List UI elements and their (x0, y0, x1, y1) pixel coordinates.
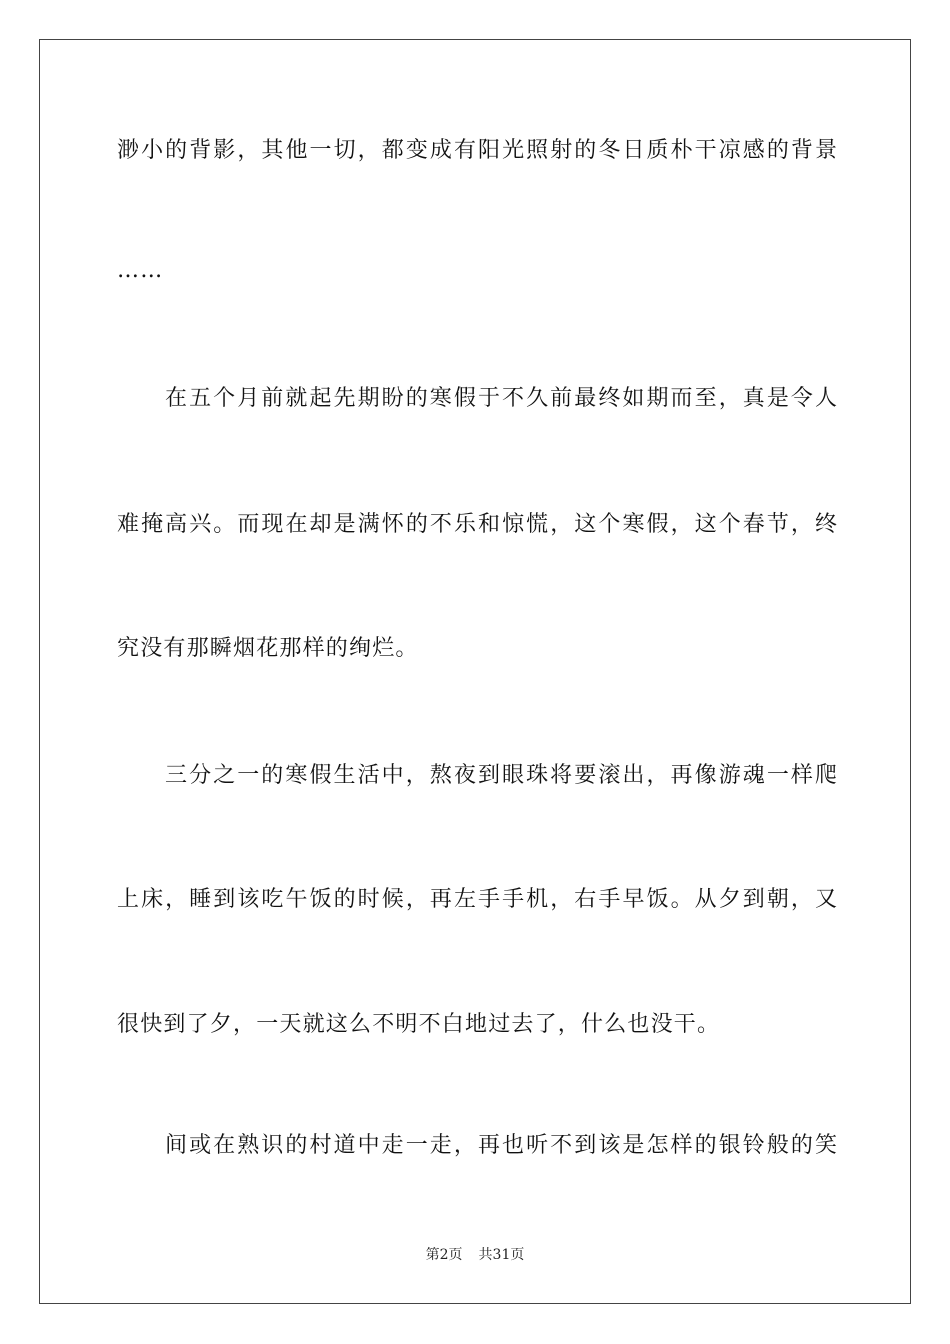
paragraph-line: 难掩高兴。而现在却是满怀的不乐和惊慌，这个寒假，这个春节，终 (117, 512, 837, 537)
page-border (39, 39, 911, 1304)
paragraph-line: 间或在熟识的村道中走一走，再也听不到该是怎样的银铃般的笑 (165, 1133, 837, 1158)
paragraph-line: …… (117, 258, 164, 283)
paragraph-line: 三分之一的寒假生活中，熬夜到眼珠将要滚出，再像游魂一样爬 (165, 763, 837, 788)
paragraph-line: 上床，睡到该吃午饭的时候，再左手手机，右手早饭。从夕到朝，又 (117, 887, 837, 912)
page-number-current: 第2页 (425, 1247, 463, 1263)
paragraph-line: 在五个月前就起先期盼的寒假于不久前最终如期而至，真是令人 (165, 386, 837, 411)
paragraph-line: 渺小的背影，其他一切，都变成有阳光照射的冬日质朴干凉感的背景 (117, 138, 837, 163)
paragraph-line: 究没有那瞬烟花那样的绚烂。 (117, 636, 419, 661)
paragraph-line: 很快到了夕，一天就这么不明不白地过去了，什么也没干。 (117, 1012, 721, 1037)
page-number-total: 共31页 (478, 1247, 525, 1263)
page-footer (0, 1246, 950, 1264)
